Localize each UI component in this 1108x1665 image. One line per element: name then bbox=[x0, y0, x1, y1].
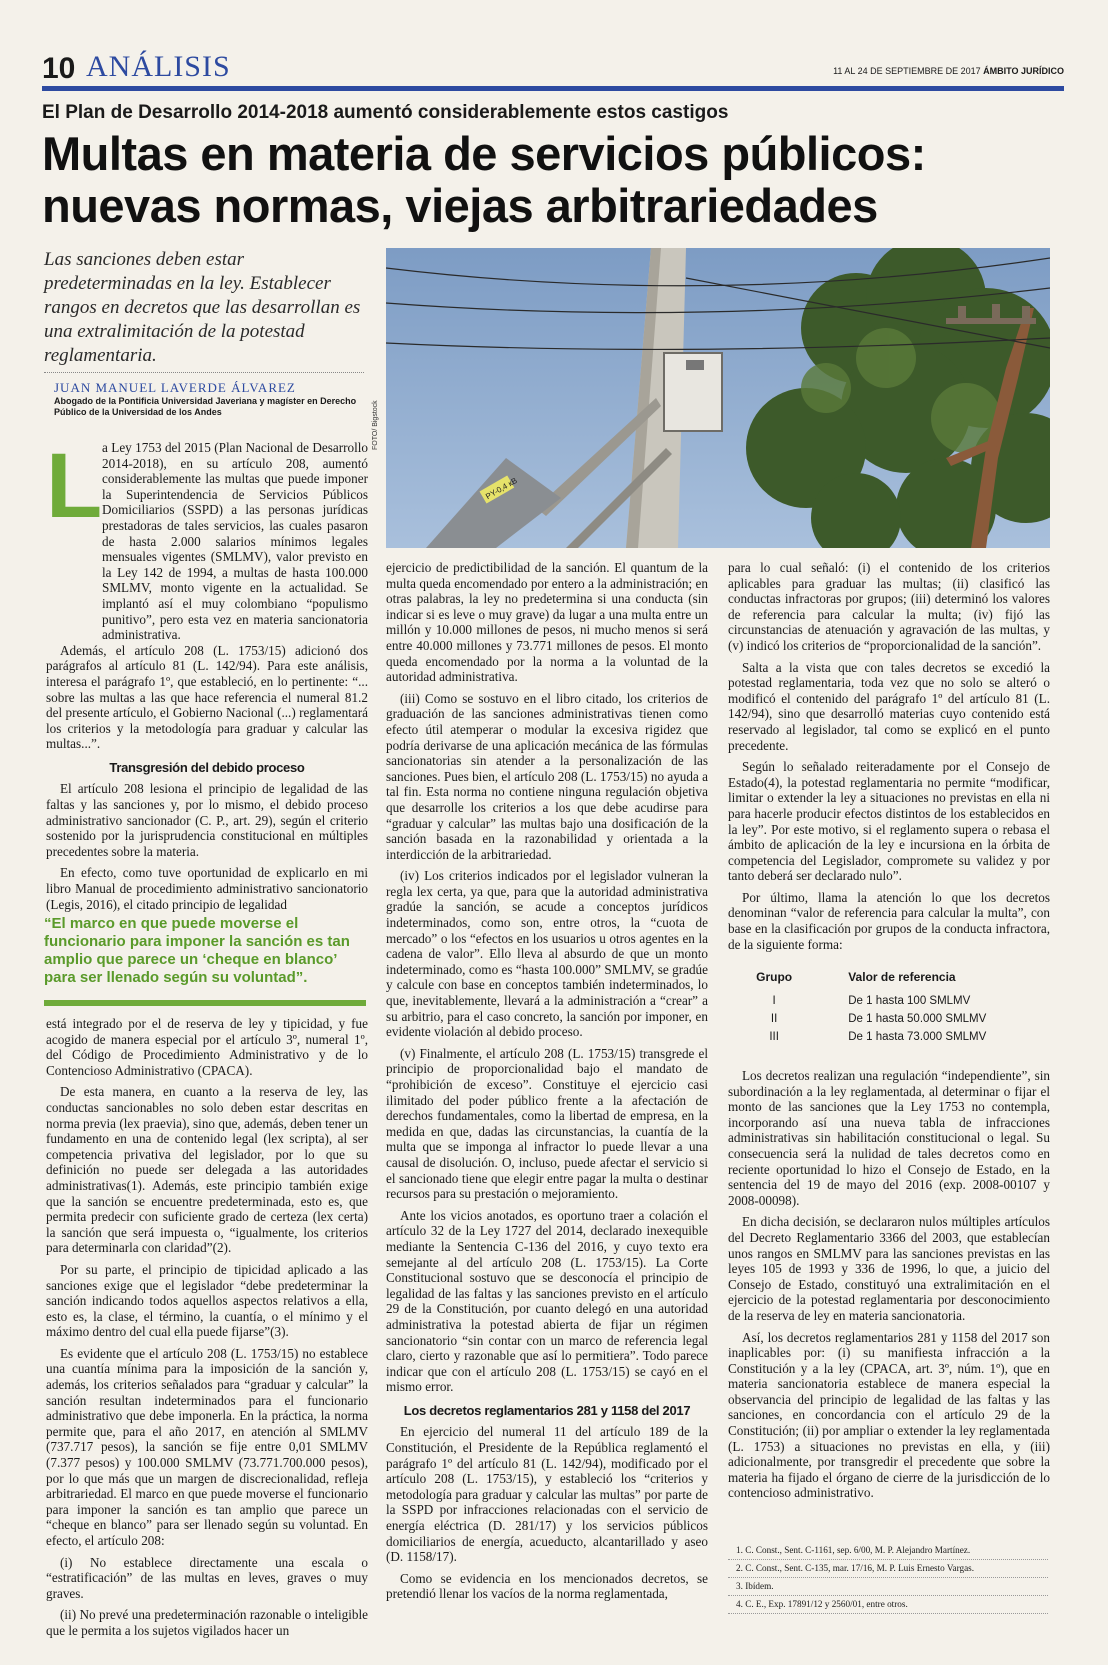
paragraph: (iv) Los criterios indicados por el legislador vulneran la regla lex certa, ya que, para que la autoridad administrativa gradúe la sanción, se acude a conceptos jurídicos indeterminados, como son, entre otros, la “cuota de mercado” o los “efectos en los usuarios u otros agentes en la cadena de valor”. Ello lleva al absurdo de que un monto indeterminado, como es “hasta 100.000” SMLMV, se gradúe y calcule con base en conceptos también indeterminados, lo que, inevitablemente, llevará a la administración a “crear” a su arbitrio, para el caso concreto, la sanción por imponer, en evidente violación al debido proceso. bbox=[386, 868, 708, 1040]
paragraph: Ante los vicios anotados, es oportuno traer a colación el artículo 32 de la Ley 1727 del 2014, declarado inexequible mediante la Sentencia C-136 del 2016, y cuyo texto era semejante al del artículo 208 (L. 1753/15). La Corte Constitucional sostuvo que se desconocía el principio de legalidad de las faltas y las sanciones previsto en el artículo 29 de la Constitución, por cuanto delegó en una autoridad administrativa la potestad abierta de fijar un régimen sancionatorio “sin contar con un marco de referencia legal claro, cierto y razonable que así lo permitiera”. Todo parece indicar que con el artículo 208 (L. 1753/15) se cayó en el mismo error. bbox=[386, 1207, 708, 1395]
paragraph: ejercicio de predictibilidad de la sanción. El quantum de la multa queda encomendado por entero a la administración; en otras palabras, la ley no predetermina si una conducta (sin indicar si es leve o muy grave) da lugar a una multa entre un millón y 10.000 millones de pesos, ni mucho menos si será entre 40.000 millones y 73.771 millones de pesos. El monto queda encomendado por la norma a la voluntad de la autoridad administrativa. bbox=[386, 560, 708, 685]
cell-value: De 1 hasta 100 SMLMV bbox=[848, 995, 971, 1007]
article-photo bbox=[386, 248, 1050, 548]
paragraph: Por su parte, el principio de tipicidad aplicado a las sanciones exige que el legislador “debe predeterminar la sanción indicando todos aquellos aspectos relativos a ella, esto es, la clase, el término, la cuantía, o el mínimo y el máximo dentro del cual ella puede fijarse”(3). bbox=[46, 1261, 368, 1340]
photo-credit: FOTO/ Bigstock bbox=[372, 400, 379, 450]
column-1-top bbox=[46, 440, 368, 918]
masthead bbox=[42, 50, 1064, 84]
table-row bbox=[730, 1010, 1040, 1028]
cell-group: III bbox=[769, 1031, 779, 1043]
subhead-due-process: Transgresión del debido proceso bbox=[109, 759, 305, 775]
footnotes bbox=[728, 1542, 1048, 1614]
drop-cap: L bbox=[46, 435, 103, 537]
paragraph: Los decretos realizan una regulación “independiente”, sin subordinación a la ley reglamentada, al determinar o fijar el monto de las sanciones que la Ley 1753 no contempla, incorporando así una nueva tabla de infracciones administrativas sin habilitación constitucional o legal. Su consecuencia será la nulidad de tales decretos como en reciente oportunidad lo hizo el Consejo de Estado, en la sentencia del 19 de mayo del 2016 (exp. 2008-00107 y 2008-00098). bbox=[728, 1068, 1050, 1208]
column-1-bottom bbox=[46, 1016, 368, 1645]
footnote: 3. Ibídem. bbox=[728, 1578, 1048, 1596]
kicker: El Plan de Desarrollo 2014-2018 aumentó considerablemente estos castigos bbox=[42, 102, 729, 123]
paragraph: Según lo señalado reiteradamente por el Consejo de Estado(4), la potestad reglamentaria no permite “modificar, limitar o extender la ley a situaciones no previstas en ella ni para hacerle producir efectos distintos de los establecidos en la ley”. Por este motivo, si el reglamento supera o rebasa el ámbito de aplicación de la ley e incursiona en la órbita de competencia del Legislador, compromete su validez y por tanto deberá ser declarado nulo”. bbox=[728, 759, 1050, 884]
cell-value: De 1 hasta 73.000 SMLMV bbox=[848, 1031, 987, 1043]
deck: Las sanciones deben estar predeterminadas en la ley. Establecer rangos en decretos que las desarrollan es una extralimitación de la potestad reglamentaria. bbox=[44, 249, 361, 366]
cell-value: De 1 hasta 50.000 SMLMV bbox=[848, 1013, 987, 1025]
table-header bbox=[730, 968, 1040, 986]
issue-date: 11 AL 24 DE SEPTIEMBRE DE 2017 ÁMBITO JURÍDICO bbox=[833, 66, 1064, 76]
masthead-rule bbox=[42, 86, 1064, 91]
footnote: 4. C. E., Exp. 17891/12 y 2560/01, entre otros. bbox=[728, 1596, 1048, 1614]
paragraph: En dicha decisión, se declararon nulos múltiples artículos del Decreto Reglamentario 3366 del 2003, que establecían unos rangos en SMLMV para las sanciones previstas en las leyes 105 de 1993 y 336 de 1996, lo que, a juicio del Consejo de Estado, constituyó una extralimitación en el ejercicio de la potestad reglamentaria por desconocimiento de la reserva de ley en materia sancionatoria. bbox=[728, 1214, 1050, 1323]
section-title: ANÁLISIS bbox=[86, 50, 231, 83]
subhead-decrees: Los decretos reglamentarios 281 y 1158 del 2017 bbox=[403, 1402, 691, 1418]
footnote: 2. C. Const., Sent. C-135, mar. 17/16, M. P. Luis Ernesto Vargas. bbox=[728, 1560, 1048, 1578]
paragraph: a Ley 1753 del 2015 (Plan Nacional de Desarrollo 2014-2018), en su artículo 208, aumentó considerablemente las multas que puede imponer la Superintendencia de Servicios Públicos Domiciliarios (SSPD) a las personas jurídicas prestadoras de tales servicios, las cuales pasaron de hasta 2.000 salarios mínimos legales mensuales vigentes (SMLMV), valor previsto en la Ley 142 de 1994, a multas de hasta 100.000 SMLMV, monto vigente en la actualidad. Se implantó así el muy colombiano “populismo punitivo”, pero esta vez en materia sancionatoria administrativa. bbox=[102, 440, 368, 643]
paragraph: El artículo 208 lesiona el principio de legalidad de las faltas y las sanciones y, por lo mismo, el debido proceso administrativo sancionador (C. P., art. 29), según el criterio sostenido por la jurisprudencia constitucional en múltiples precedentes sobre la materia. bbox=[46, 781, 368, 859]
header-group: Grupo bbox=[756, 970, 793, 984]
paragraph: Salta a la vista que con tales decretos se excedió la potestad reglamentaria, toda vez que no solo se alteró o modificó el contenido del parágrafo 1º del artículo 81 (L. 142/94), sino que desarrolló materias cuyo contenido está reservado al legislador, tal como se explicó en el punto precedente. bbox=[728, 659, 1050, 753]
publication-name: ÁMBITO JURÍDICO bbox=[983, 66, 1064, 76]
pull-quote: “El marco en que puede moverse el funcionario para imponer la sanción es tan amplio que parece un ‘cheque en blanco’ para ser llenado según su voluntad”. bbox=[44, 915, 350, 986]
paragraph: En ejercicio del numeral 11 del artículo 189 de la Constitución, el Presidente de la República reglamentó el parágrafo 1º del artículo 81 (L. 142/94), modificado por el artículo 208 (L. 1753/15), y estableció los “criterios y metodología para graduar y calcular las multas” por parte de la SSPD por infracciones relacionadas con el servicio de energía eléctrica (D. 281/17) y los servicios públicos domiciliarios de energía, acueducto, alcantarillado y aseo (D. 1158/17). bbox=[386, 1424, 708, 1565]
reference-value-table bbox=[730, 968, 1040, 1046]
paragraph: Como se evidencia en los mencionados decretos, se pretendió llenar los vacíos de la norma reglamentada, bbox=[386, 1570, 708, 1602]
table-row bbox=[730, 992, 1040, 1010]
author-role: Abogado de la Pontificia Universidad Javeriana y magíster en Derecho Público de la Universidad de los Andes bbox=[54, 396, 357, 417]
paragraph: Es evidente que el artículo 208 (L. 1753/15) no establece una cuantía mínima para la imposición de la sanción y, además, los criterios señalados para “graduar y calcular” la sanción resultan indeterminados para el funcionario administrativo que debe imponerla. En la práctica, la norma permite que, para el año 2017, en atención al SMLMV (737.717 pesos), la sanción se fije entre 0,01 SMLMV (7.377 pesos) y 100.000 SMLMV (73.771.700.000 pesos), por lo que más que un margen de discrecionalidad, refleja arbitrariedad. El marco en que puede moverse el funcionario para imponer la sanción es tan amplio que parece un “cheque en blanco” para ser llenado según su voluntad. En efecto, el artículo 208: bbox=[46, 1345, 368, 1548]
page-number: 10 bbox=[42, 52, 76, 85]
paragraph: para lo cual señaló: (i) el contenido de los criterios aplicables para graduar las multas; (ii) clasificó las conductas infractoras por grupos; (iii) determinó los valores de referencia para calcular la multa; (iv) fijó las circunstancias de atenuación y agravación de las multas, y (v) indicó los criterios de “proporcionalidad de la sanción”. bbox=[728, 560, 1050, 653]
column-3-top bbox=[728, 560, 1050, 958]
footnote: 1. C. Const., Sent. C-1161, sep. 6/00, M. P. Alejandro Martínez. bbox=[728, 1542, 1048, 1560]
paragraph: (i) No establece directamente una escala o “estratificación” de las multas en leves, graves o muy graves. bbox=[46, 1554, 368, 1601]
power-pole-photo bbox=[386, 248, 1050, 548]
header-value: Valor de referencia bbox=[848, 970, 956, 984]
paragraph: (ii) No prevé una predeterminación razonable o inteligible que le permita a los sujetos vigilados hacer un bbox=[46, 1607, 368, 1638]
headline: Multas en materia de servicios públicos: nuevas normas, viejas arbitrariedades bbox=[42, 127, 926, 232]
paragraph: (iii) Como se sostuvo en el libro citado, los criterios de graduación de las sanciones administrativas tienen como efecto útil atemperar o modular la excesiva rigidez que podría derivarse de una aplicación mecánica de las fórmulas sancionatorias sin atender a la personalización de las sanciones. Pues bien, el artículo 208 (L. 1753/15) no ayuda a tal fin. Esta norma no contiene ninguna regulación objetiva que desarrolle los criterios a los que debe acudirse para “graduar y calcular” las multas bajo una dosificación de la sanción basada en la razonabilidad y orientada a la interdicción de la arbitrariedad. bbox=[386, 690, 708, 862]
column-2 bbox=[386, 560, 708, 1608]
paragraph: De esta manera, en cuanto a la reserva de ley, las conductas sancionables no solo deben estar descritas en norma previa (lex praevia), sino que, además, deben tener un fundamento en una de contenido legal (lex scripta), al ser competencia privativa del legislador, por lo que su definición no puede ser delegada a las autoridades administrativas(1). Además, este principio también exige que la sanción se encuentre predeterminada, esto es, que permita predecir con suficiente grado de certeza (lex certa) la sanción que será impuesta o, “igualmente, los criterios para determinarla con claridad”(2). bbox=[46, 1084, 368, 1256]
paragraph: está integrado por el de reserva de ley y tipicidad, y fue acogido de manera especial por el artículo 3º, numeral 1º, del Código de Procedimiento Administrativo y de lo Contencioso Administrativo (CPACA). bbox=[46, 1016, 368, 1078]
paragraph: Además, el artículo 208 (L. 1753/15) adicionó dos parágrafos al artículo 81 (L. 142/94). Para este análisis, interesa el parágrafo 1º, que estableció, en lo pertinente: “... sobre las multas a las que hace referencia el numeral 81.2 del presente artículo, el Gobierno Nacional (...) reglamentará los criterios y la metodología para graduar y calcular las multas...”. bbox=[46, 642, 368, 752]
sign-label: PY-0,4 кВ bbox=[484, 476, 519, 502]
paragraph: Así, los decretos reglamentarios 281 y 1158 del 2017 son inaplicables por: (i) su manifiesta infracción a la Constitución y a la ley (CPACA, art. 3º, núm. 1º), que en materia sancionatoria establece de manera especial la observancia del principio de legalidad de las faltas y las sanciones, en concordancia con el artículo 29 de la Constitución; (ii) por ampliar o extender la ley reglamentada (L. 1753) a situaciones no previstas en ella, y (iii) adicionalmente, por transgredir el precedente que sobre la materia ha fijado el órgano de cierre de la jurisdicción de lo contencioso administrativo. bbox=[728, 1329, 1050, 1501]
author-name: JUAN MANUEL LAVERDE ÁLVAREZ bbox=[54, 380, 296, 395]
byline-divider bbox=[44, 372, 364, 373]
paragraph: En efecto, como tuve oportunidad de explicarlo en mi libro Manual de procedimiento administrativo sancionatorio (Legis, 2016), el citado principio de legalidad bbox=[46, 865, 368, 912]
cell-group: I bbox=[772, 995, 776, 1007]
paragraph: Por último, llama la atención lo que los decretos denominan “valor de referencia para calcular la multa”, con base en la clasificación por grupos de la conducta infractora, de la siguiente forma: bbox=[728, 889, 1050, 952]
pull-quote-rule bbox=[44, 1000, 366, 1006]
table-row bbox=[730, 1028, 1040, 1046]
column-3-bottom bbox=[728, 1068, 1050, 1507]
cell-group: II bbox=[770, 1013, 778, 1025]
paragraph: (v) Finalmente, el artículo 208 (L. 1753/15) transgrede el principio de proporcionalidad bajo el mandato de “prohibición de exceso”. Constituye el ejercicio casi ilimitado del poder público frente a la afectación de derechos fundamentales, como la libertad de empresa, en la medida en que, dadas las circunstancias, la cuantía de la multa que se imponga al infractor lo puede llevar a una causal de disolución. O, incluso, puede afectar el servicio si el sancionado tiene que elegir entre pagar la multa o destinar recursos para su prestación o mejoramiento. bbox=[386, 1045, 708, 1202]
